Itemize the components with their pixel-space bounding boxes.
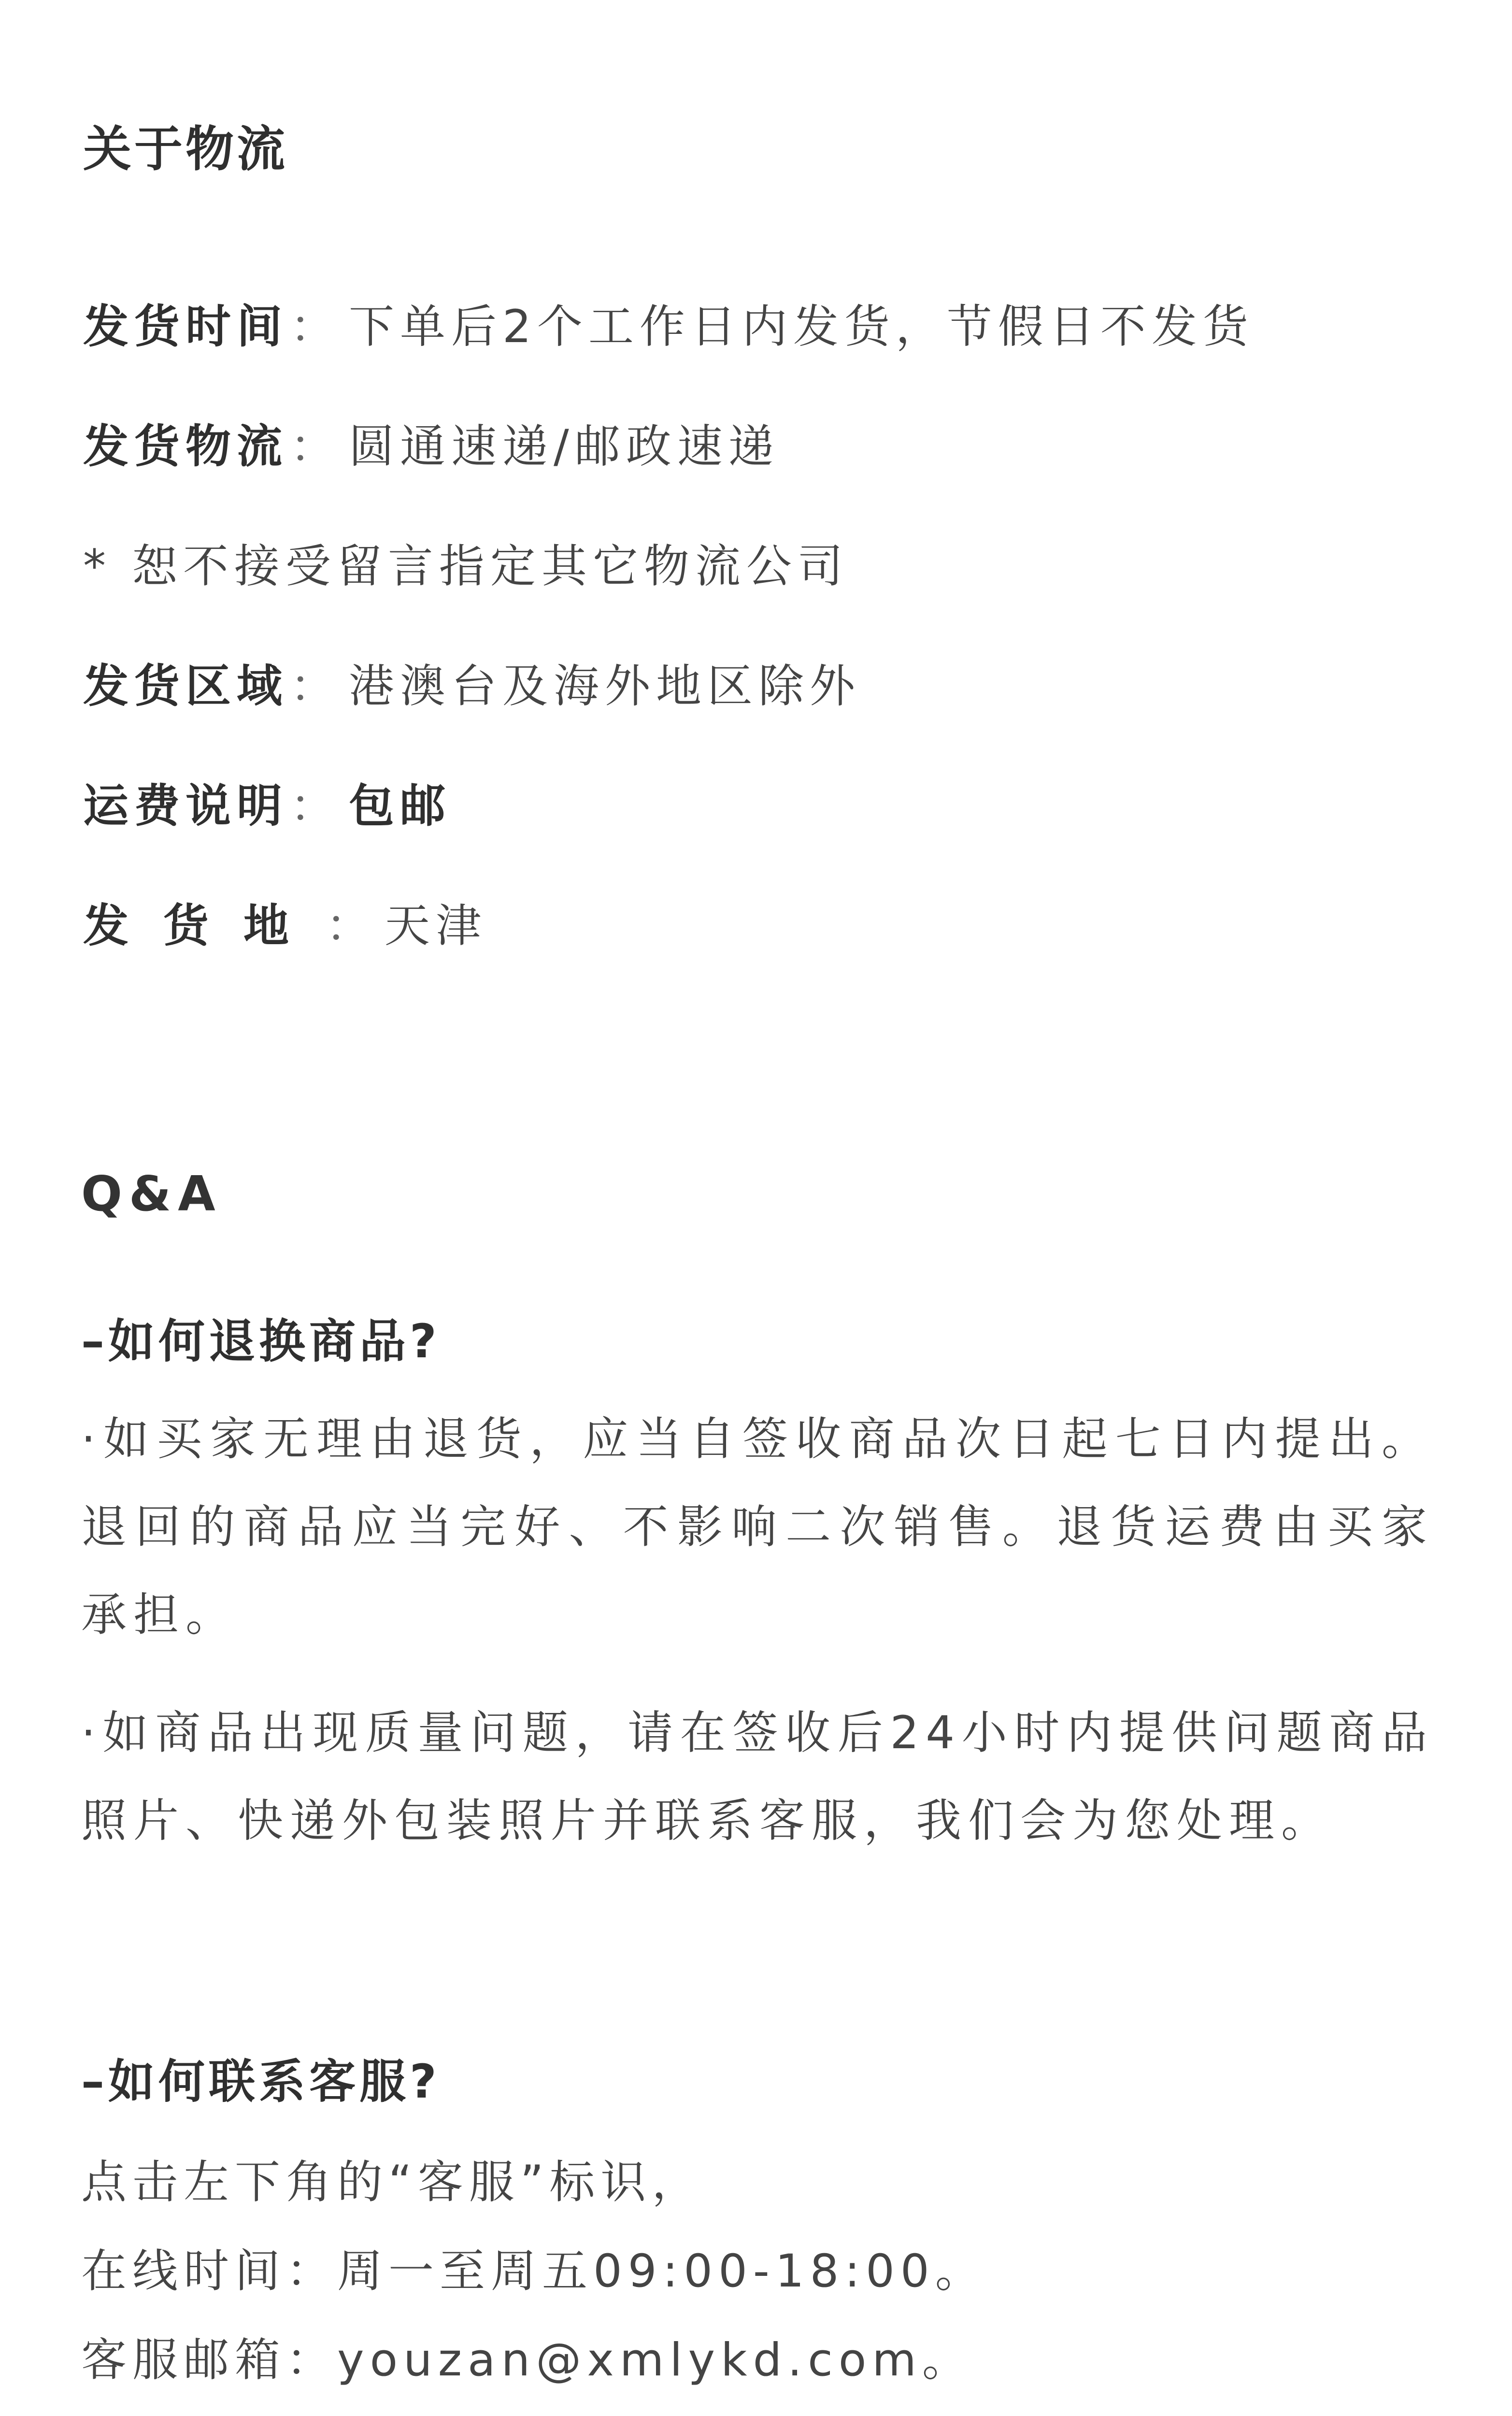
carrier-row bbox=[83, 410, 780, 475]
shipping-fee-separator: ： bbox=[290, 780, 342, 833]
ship-region-label: 发货区域 bbox=[83, 660, 288, 713]
ship-origin-separator: ： bbox=[326, 900, 377, 952]
ship-region-value: 港澳台及海外地区除外 bbox=[349, 660, 861, 713]
ship-time-label: 发货时间 bbox=[83, 301, 288, 353]
question-return-exchange: –如何退换商品? bbox=[81, 1314, 441, 1368]
answer-service-email: 客服邮箱：youzan@xmlykd.com。 bbox=[81, 2334, 973, 2387]
shipping-fee-label: 运费说明 bbox=[83, 780, 288, 833]
ship-time-row bbox=[83, 290, 1254, 355]
ship-time-value: 下单后2个工作日内发货，节假日不发货 bbox=[349, 301, 1254, 353]
answer-return-paragraph: ·如买家无理由退货，应当自签收商品次日起七日内提出。退回的商品应当完好、不影响二次销售。退货运费由买家承担。 bbox=[81, 1413, 1434, 1641]
answer-online-hours: 在线时间：周一至周五09:00-18:00。 bbox=[81, 2245, 986, 2298]
question-contact-service: –如何联系客服? bbox=[81, 2055, 441, 2109]
carrier-label: 发货物流 bbox=[83, 420, 288, 473]
ship-origin-value: 天津 bbox=[385, 900, 487, 952]
ship-origin-row bbox=[83, 889, 487, 954]
ship-region-separator: ： bbox=[290, 660, 342, 713]
qa-title: Q&A bbox=[81, 1165, 222, 1222]
answer-quality-paragraph: ·如商品出现质量问题，请在签收后24小时内提供问题商品照片、快递外包装照片并联系客服，我们会为您处理。 bbox=[81, 1707, 1434, 1847]
logistics-title: 关于物流 bbox=[83, 121, 288, 177]
ship-time-separator: ： bbox=[290, 301, 342, 353]
ship-region-row bbox=[83, 649, 861, 715]
carrier-separator: ： bbox=[290, 420, 342, 473]
carrier-note-text: * 恕不接受留言指定其它物流公司 bbox=[83, 540, 849, 593]
shipping-fee-row bbox=[83, 769, 451, 834]
carrier-note bbox=[83, 530, 849, 595]
ship-origin-label: 发货地 bbox=[83, 900, 324, 952]
answer-contact-line: 点击左下角的“客服”标识， bbox=[81, 2156, 703, 2209]
carrier-value: 圆通速递/邮政速递 bbox=[349, 420, 780, 473]
shipping-fee-value: 包邮 bbox=[349, 780, 452, 833]
